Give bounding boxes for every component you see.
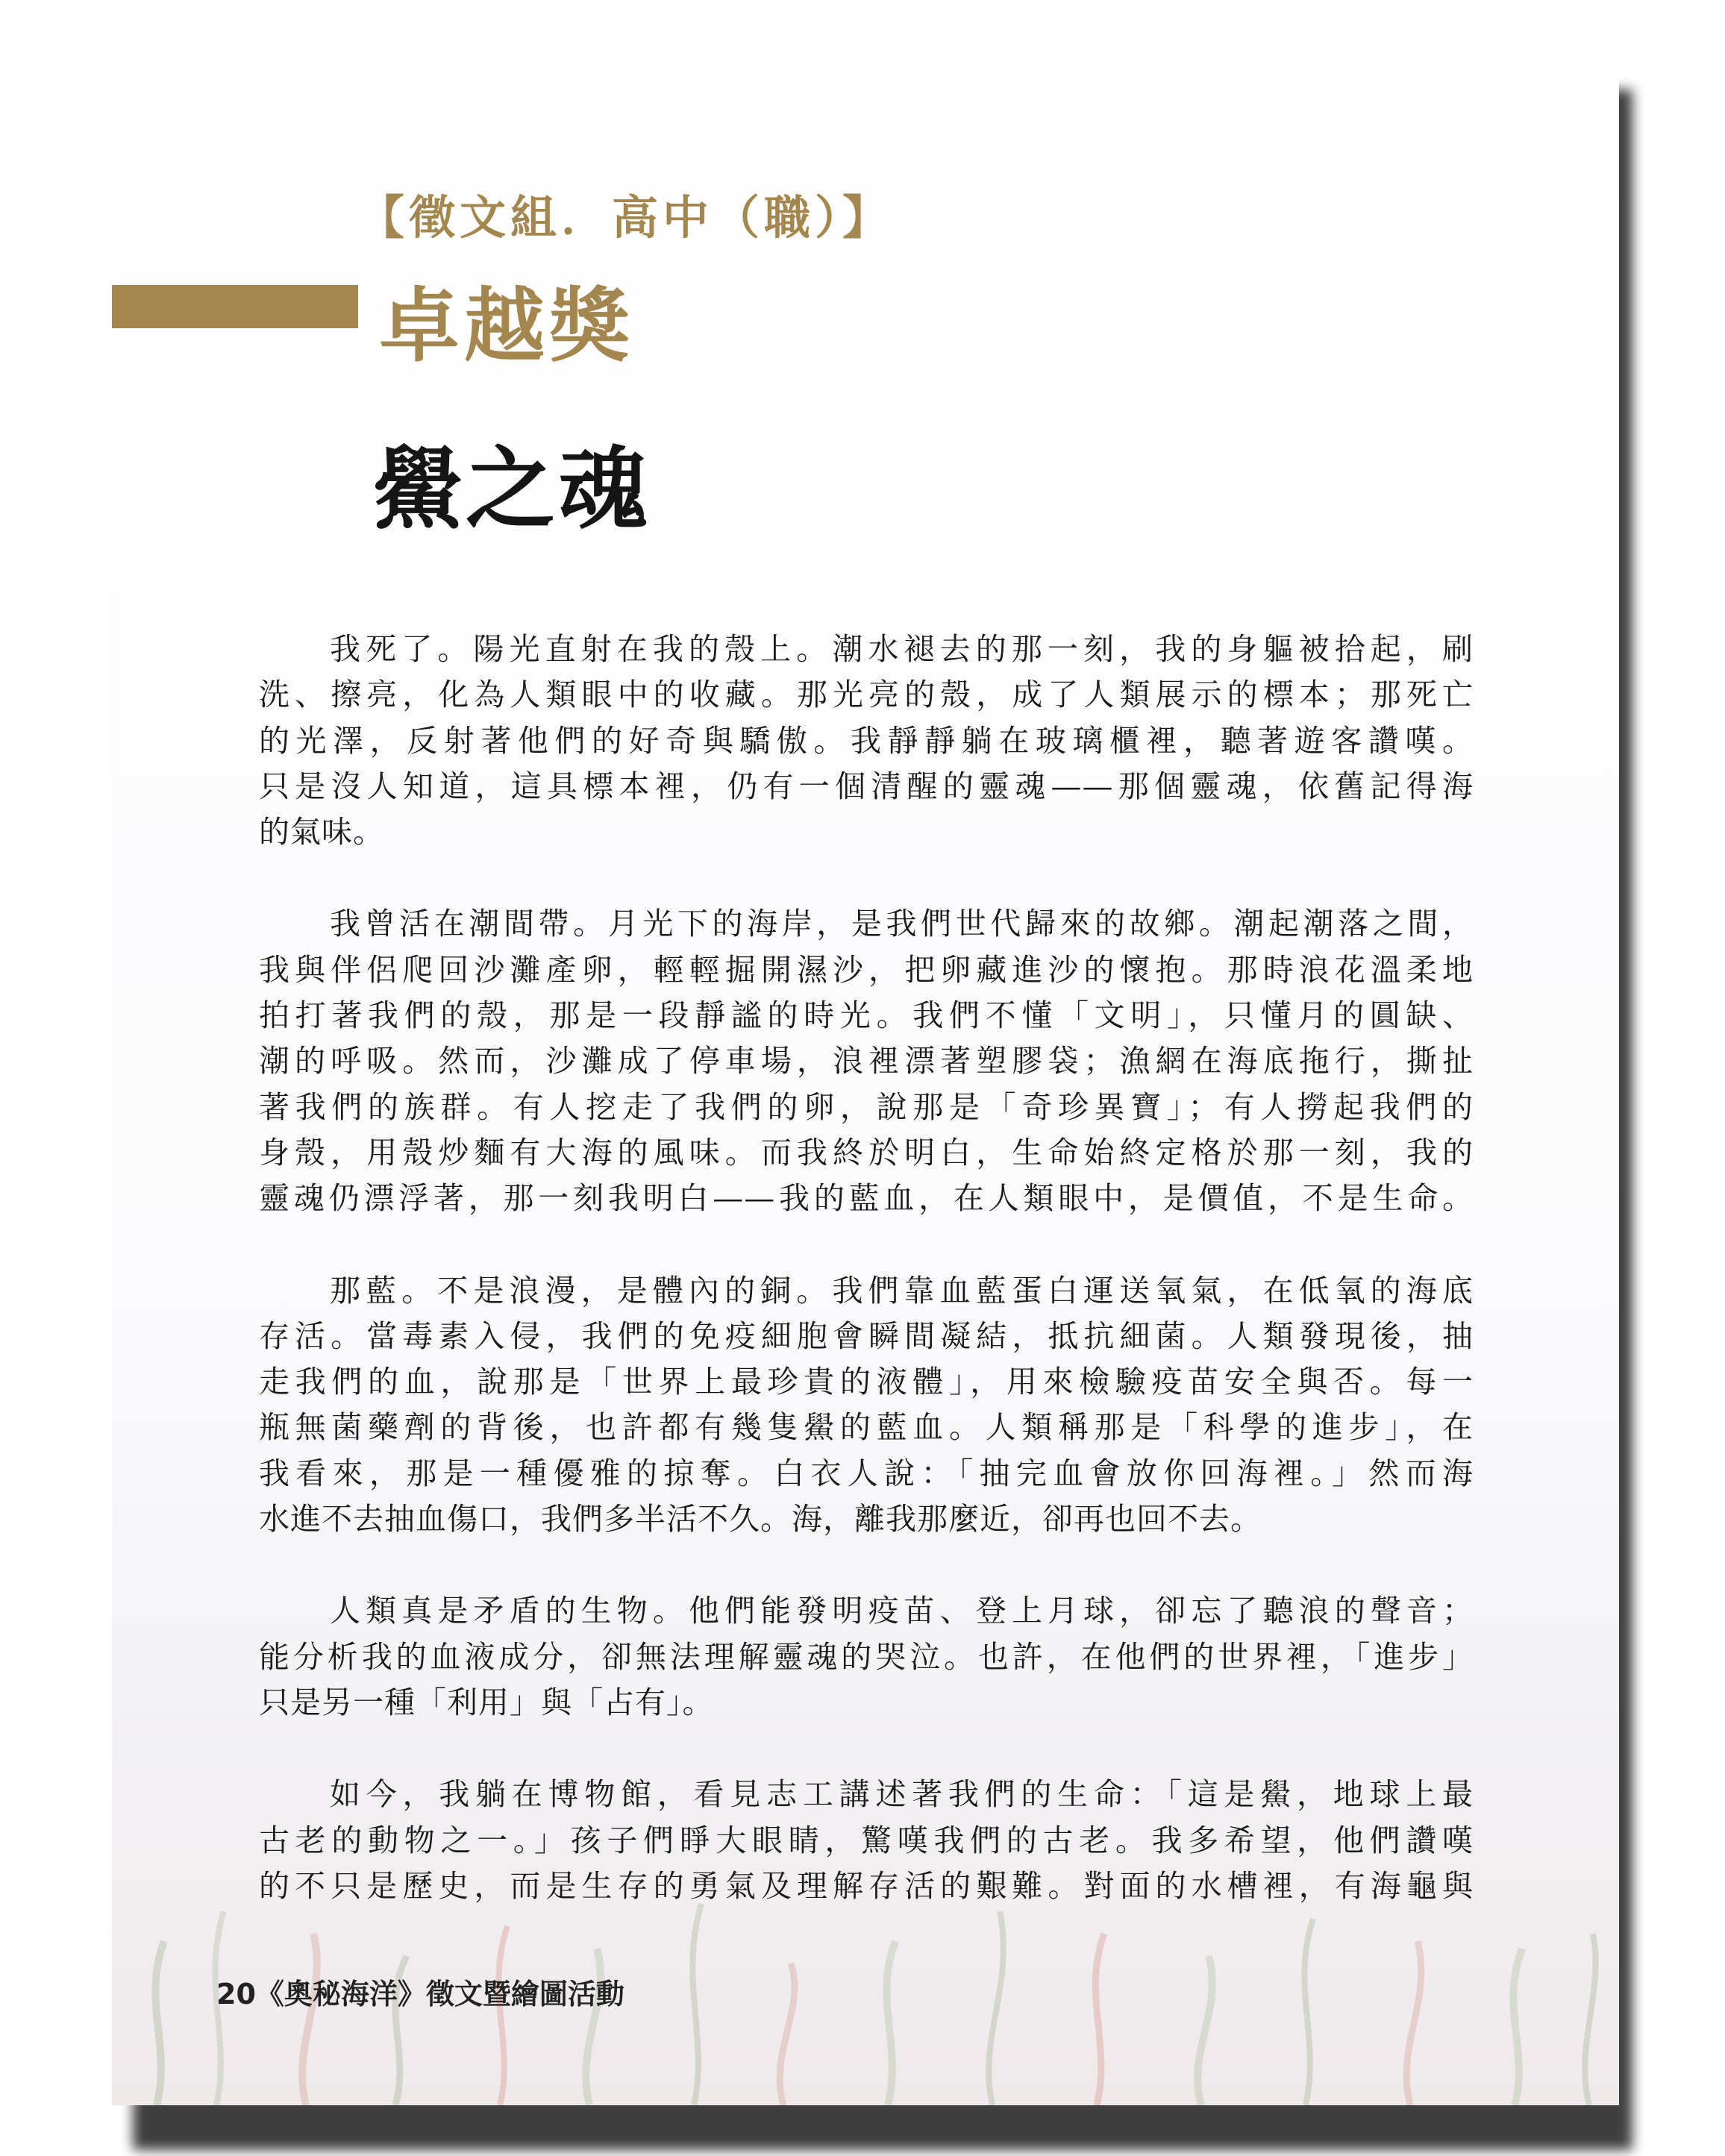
text-line: 古老的動物之一。」孩子們睜大眼睛，驚嘆我們的古老。我多希望，他們讚嘆: [259, 1822, 1474, 1858]
text-line: 如今，我躺在博物館，看見志工講述著我們的生命：「這是鱟，地球上最: [330, 1776, 1474, 1813]
award-accent-bar: [112, 285, 358, 328]
document-page: [112, 61, 1619, 2105]
text-line: 只是沒人知道，這具標本裡，仍有一個清醒的靈魂——那個靈魂，依舊記得海: [259, 768, 1474, 804]
text-line: 我曾活在潮間帶。月光下的海岸，是我們世代歸來的故鄉。潮起潮落之間，: [330, 906, 1474, 942]
award-heading: 卓越獎: [379, 280, 635, 373]
text-line: 瓶無菌藥劑的背後，也許都有幾隻鱟的藍血。人類稱那是「科學的進步」，在: [259, 1409, 1474, 1446]
text-line: 拍打著我們的殼，那是一段靜謐的時光。我們不懂「文明」，只懂月的圓缺、: [259, 997, 1474, 1034]
text-line: 著我們的族群。有人挖走了我們的卵，說那是「奇珍異寶」；有人撈起我們的: [259, 1088, 1474, 1125]
category-heading: 【徵文組．高中（職）】: [358, 190, 894, 245]
text-line: 我看來，那是一種優雅的掠奪。白衣人說：「抽完血會放你回海裡。」然而海: [259, 1455, 1474, 1491]
text-line: 我與伴侶爬回沙灘產卵，輕輕掘開濕沙，把卵藏進沙的懷抱。那時浪花溫柔地: [259, 951, 1474, 988]
text-line: 存活。當毒素入侵，我們的免疫細胞會瞬間凝結，抵抗細菌。人類發現後，抽: [259, 1317, 1474, 1354]
page-footer: 20《奧秘海洋》徵文暨繪圖活動: [216, 1978, 624, 2011]
text-line: 能分析我的血液成分，卻無法理解靈魂的哭泣。也許，在他們的世界裡，「進步」: [259, 1638, 1474, 1675]
text-line: 人類真是矛盾的生物。他們能發明疫苗、登上月球，卻忘了聽浪的聲音；: [330, 1593, 1474, 1629]
text-line: 洗、擦亮，化為人類眼中的收藏。那光亮的殼，成了人類展示的標本；那死亡: [259, 677, 1474, 713]
article-body: [259, 627, 1474, 1955]
text-line: 只是另一種「利用」與「占有」。: [259, 1684, 714, 1720]
paragraph: [259, 1268, 1474, 1543]
paragraph: [259, 1772, 1474, 1909]
text-line: 的不只是歷史，而是生存的勇氣及理解存活的艱難。對面的水槽裡，有海龜與: [259, 1867, 1474, 1904]
text-line: 靈魂仍漂浮著，那一刻我明白——我的藍血，在人類眼中，是價值，不是生命。: [259, 1180, 1474, 1217]
paragraph: [259, 627, 1474, 855]
text-line: 那藍。不是浪漫，是體內的銅。我們靠血藍蛋白運送氧氣，在低氧的海底: [330, 1272, 1474, 1309]
text-line: 潮的呼吸。然而，沙灘成了停車場，浪裡漂著塑膠袋；漁網在海底拖行，撕扯: [259, 1043, 1474, 1079]
text-line: 水進不去抽血傷口，我們多半活不久。海，離我那麼近，卻再也回不去。: [259, 1501, 1262, 1538]
text-line: 的氣味。: [259, 814, 384, 850]
text-line: 走我們的血，說那是「世界上最珍貴的液體」，用來檢驗疫苗安全與否。每一: [259, 1364, 1474, 1400]
paragraph: [259, 1588, 1474, 1726]
text-line: 身殼，用殼炒麵有大海的風味。而我終於明白，生命始終定格於那一刻，我的: [259, 1134, 1474, 1171]
text-line: 的光澤，反射著他們的好奇與驕傲。我靜靜躺在玻璃櫃裡，聽著遊客讚嘆。: [259, 722, 1474, 759]
paragraph: [259, 901, 1474, 1221]
article-title: 鱟之魂: [373, 438, 651, 542]
text-line: 我死了。陽光直射在我的殼上。潮水褪去的那一刻，我的身軀被拾起，刷: [330, 631, 1474, 667]
